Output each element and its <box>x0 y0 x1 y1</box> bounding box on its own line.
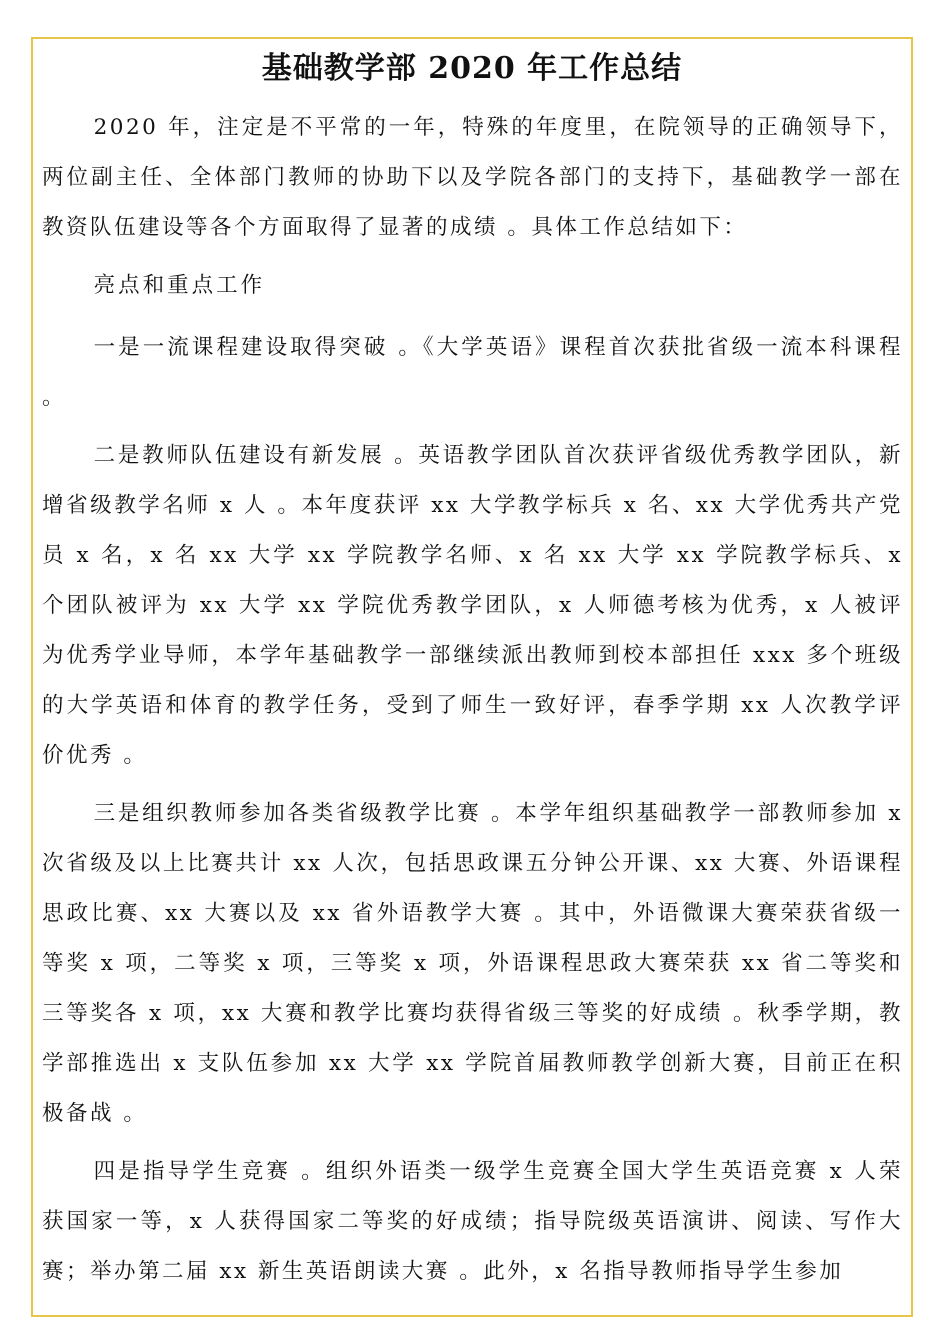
paragraph-teacher-team: 二是教师队伍建设有新发展 。英语教学团队首次获评省级优秀教学团队，新增省级教学名师 x 人 。本年度获评 xx 大学教学标兵 x 名、xx 大学优秀共产党员 x 名，x 名 xx 大学 xx 学院教学名师、x 名 xx 大学 xx 学院教学标兵、x 个团队被评为 xx 大学 xx 学院优秀教学团队，x 人师德考核为优秀，x 人被评为优秀学业导师，本学年基础教学一部继续派出教师到校本部担任 xxx 多个班级的大学英语和体育的教学任务，受到了师生一致好评，春季学期 xx 人次教学评价优秀 。 <box>42 443 903 768</box>
paragraph-intro: 2020 年，注定是不平常的一年，特殊的年度里，在院领导的正确领导下，两位副主任、全体部门教师的协助下以及学院各部门的支持下，基础教学一部在教资队伍建设等各个方面取得了显著的成绩 。具体工作总结如下： <box>42 115 903 240</box>
paragraph-student-competitions: 四是指导学生竞赛 。组织外语类一级学生竞赛全国大学生英语竞赛 x 人荣获国家一等，x 人获得国家二等奖的好成绩；指导院级英语演讲、阅读、写作大赛；举办第二届 xx 新生英语朗读大赛 。此外，x 名指导教师指导学生参加 <box>42 1159 903 1284</box>
document-body <box>33 89 911 1297</box>
page-frame <box>31 37 913 1317</box>
document-title: 基础教学部 2020 年工作总结 <box>261 51 683 86</box>
paragraph-teaching-competitions: 三是组织教师参加各类省级教学比赛 。本学年组织基础教学一部教师参加 x 次省级及以上比赛共计 xx 人次，包括思政课五分钟公开课、xx 大赛、外语课程思政比赛、xx 大赛以及 xx 省外语教学大赛 。其中，外语微课大赛荣获省级一等奖 x 项，二等奖 x 项，三等奖 x 项，外语课程思政大赛荣获 xx 省二等奖和三等奖各 x 项，xx 大赛和教学比赛均获得省级三等奖的好成绩 。秋季学期，教学部推选出 x 支队伍参加 xx 大学 xx 学院首届教师教学创新大赛，目前正在积极备战 。 <box>42 801 903 1126</box>
section-heading-highlights: 亮点和重点工作 <box>93 273 266 298</box>
paragraph-course-building: 一是一流课程建设取得突破 。《大学英语》课程首次获批省级一流本科课程 。 <box>42 335 903 410</box>
